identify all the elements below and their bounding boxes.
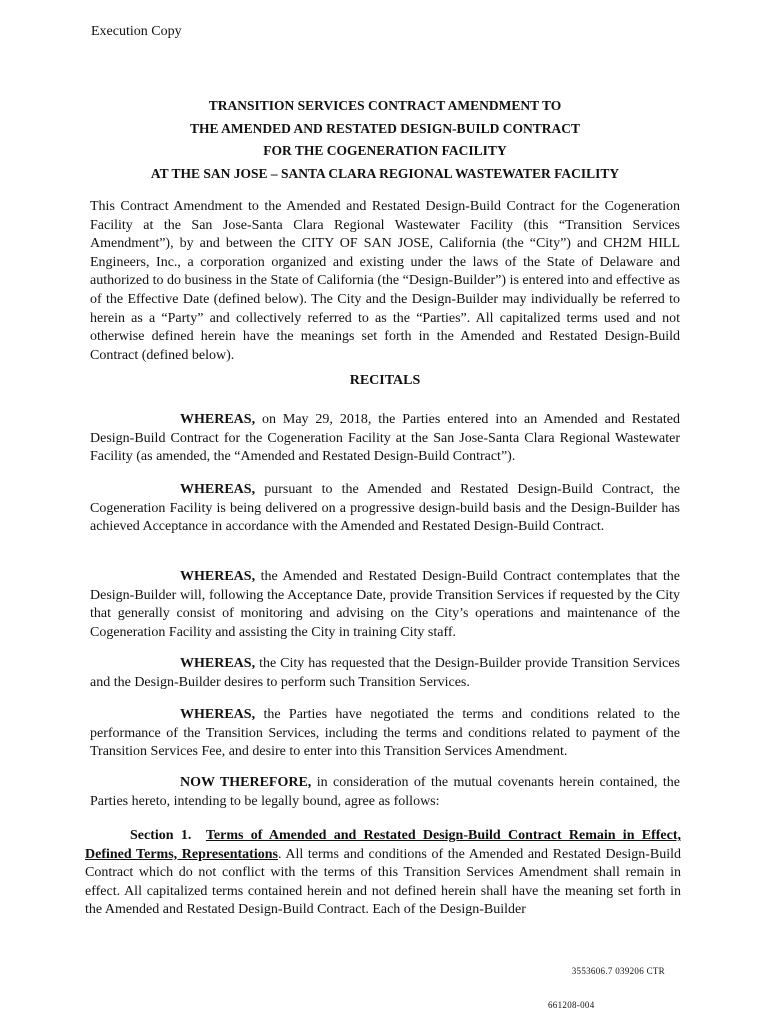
recital-paragraph-5 bbox=[90, 706, 680, 762]
section-1-text: . All terms and conditions of the Amended and Restated Design-Build Contract which do not conflict with the terms of this Transition Services Amendment shall remain in effect. All capitalized terms contained herein and not defined herein shall have the meaning set forth in the Amended and Restated Design-Build Contract. Each of the Design-Builder bbox=[85, 846, 681, 918]
page-id-footer: 661208-004 bbox=[548, 1000, 595, 1010]
section-1-label: Section 1. bbox=[130, 828, 192, 843]
recital-lead: WHEREAS, bbox=[180, 569, 256, 584]
recital-lead: WHEREAS, bbox=[180, 707, 256, 722]
now-therefore-lead: NOW THEREFORE, bbox=[180, 775, 312, 790]
recital-text: the City has requested that the Design-Builder provide Transition Services and the Design-Builder desires to perform such Transition Services. bbox=[90, 656, 680, 690]
recital-lead: WHEREAS, bbox=[180, 482, 256, 497]
section-1-paragraph bbox=[85, 827, 681, 920]
recital-paragraph-1 bbox=[90, 411, 680, 467]
intro-paragraph: This Contract Amendment to the Amended and Restated Design-Build Contract for the Cogeneration Facility at the San Jose-Santa Clara Regional Wastewater Facility (this “Transition Services Amendment”), by and between the CITY OF SAN JOSE, California (the “City”) and CH2M HILL Engineers, Inc., a corporation organized and existing under the laws of the State of Delaware and authorized to do business in the State of California (the “Design-Builder”) is entered into and effective as of the Effective Date (defined below). The City and the Design-Builder may individually be referred to herein as a “Party” and collectively referred to as the “Parties”. All capitalized terms used and not otherwise defined herein have the meanings set forth in the Amended and Restated Design-Build Contract (defined below). bbox=[90, 199, 680, 363]
recital-text: on May 29, 2018, the Parties entered into an Amended and Restated Design-Build Contract for the Cogeneration Facility at the San Jose-Santa Clara Regional Wastewater Facility (as amended, the “Amended and Restated Design-Build Contract”). bbox=[90, 412, 680, 465]
document-title bbox=[60, 95, 710, 185]
title-line-3: FOR THE COGENERATION FACILITY bbox=[263, 143, 507, 158]
document-id-footer: 3553606.7 039206 CTR bbox=[571, 966, 665, 976]
title-line-2: THE AMENDED AND RESTATED DESIGN-BUILD CONTRACT bbox=[190, 120, 580, 136]
execution-copy-label: Execution Copy bbox=[91, 24, 182, 39]
recital-paragraph-2 bbox=[90, 481, 680, 537]
title-line-1: TRANSITION SERVICES CONTRACT AMENDMENT TO bbox=[208, 98, 562, 113]
recital-paragraph-3 bbox=[90, 568, 680, 642]
recital-text: pursuant to the Amended and Restated Design-Build Contract, the Cogeneration Facility is being delivered on a progressive design-build basis and the Design-Builder has achieved Acceptance in accordance with the Amended and Restated Design-Build Contract. bbox=[90, 482, 680, 535]
now-therefore-text: in consideration of the mutual covenants herein contained, the Parties hereto, intending to be legally bound, agree as follows: bbox=[90, 775, 680, 809]
section-1-title: Terms of Amended and Restated Design-Build Contract Remain in Effect, Defined Terms, Representations bbox=[85, 828, 681, 862]
recital-lead: WHEREAS, bbox=[180, 412, 256, 427]
title-line-4: AT THE SAN JOSE – SANTA CLARA REGIONAL WASTEWATER FACILITY bbox=[150, 165, 620, 181]
recital-lead: WHEREAS, bbox=[180, 656, 256, 671]
recitals-heading: RECITALS bbox=[349, 373, 421, 388]
recital-text: the Amended and Restated Design-Build Contract contemplates that the Design-Builder will, following the Acceptance Date, provide Transition Services if requested by the City that generally consist of monitoring and advising on the City’s operations and maintenance of the Cogeneration Facility and assisting the City in training City staff. bbox=[90, 569, 680, 640]
recital-paragraph-4 bbox=[90, 655, 680, 692]
recital-text: the Parties have negotiated the terms and conditions related to the performance of the Transition Services, including the terms and conditions related to payment of the Transition Services Fee, and desire to enter into this Transition Services Amendment. bbox=[90, 707, 680, 760]
now-therefore-paragraph bbox=[90, 774, 680, 811]
